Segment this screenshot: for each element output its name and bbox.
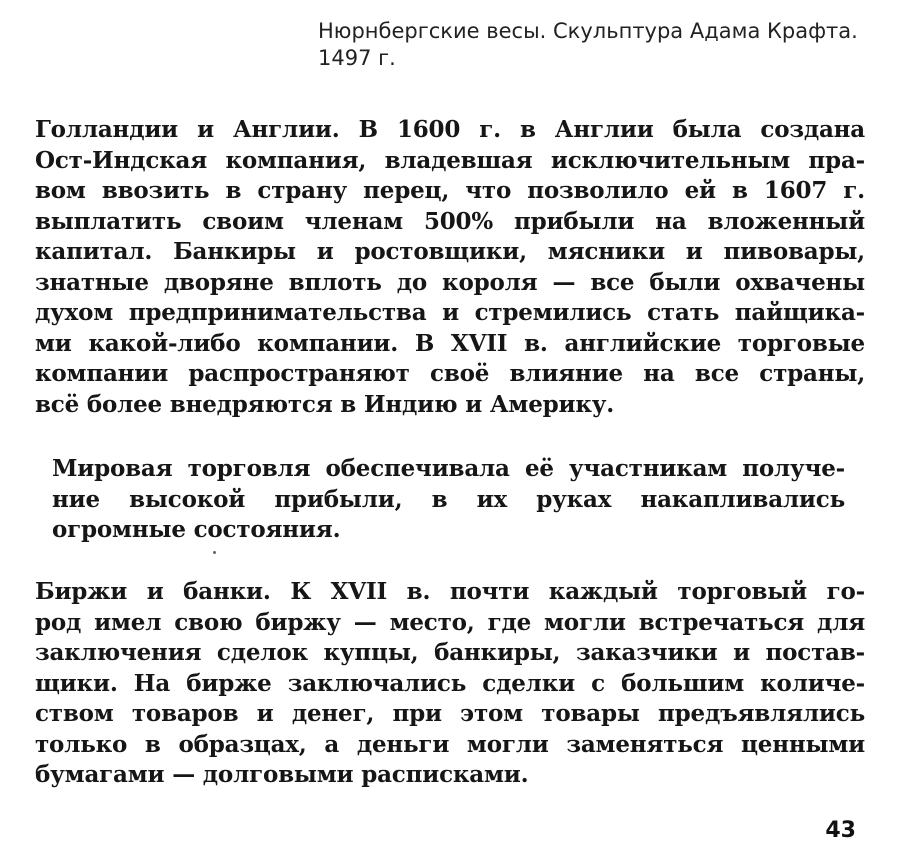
caption-line: Нюрнбергские весы. Скульптура Адама Крафта.	[318, 19, 858, 43]
paragraph-trade-companies	[35, 115, 865, 420]
text-line: род имел свою биржу — место, где могли встречаться для	[35, 608, 865, 636]
text-line: заключения сделок купцы, банкиры, заказчики и постав-	[35, 639, 865, 666]
text-line: духом предпринимательства и стремились стать пайщика-	[35, 299, 865, 326]
text-line: ством товаров и денег, при этом товары предъявлялись	[35, 700, 865, 727]
text-line: капитал. Банкиры и ростовщики, мясники и пивовары,	[35, 238, 865, 265]
text-line: ние высокой прибыли, в их руках накапливались	[52, 485, 845, 513]
text-line: выплатить своим членам 500% прибыли на вложенный	[35, 207, 865, 235]
figure-caption	[318, 18, 878, 72]
text-line: вом ввозить в страну перец, что позволило ей в 1607 г.	[35, 177, 865, 204]
summary-conclusion	[52, 454, 845, 546]
page-number: 43	[825, 818, 856, 843]
text-line	[35, 577, 865, 608]
text-line: только в образцах, а деньги могли заменяться ценными	[35, 730, 865, 758]
caption-line: 1497 г.	[318, 46, 396, 70]
text-line: Мировая торговля обеспечивала её участникам получе-	[52, 455, 845, 482]
text-fragment: К XVII в. почти каждый торговый го-	[270, 578, 865, 605]
text-line: Голландии и Англии. В 1600 г. в Англии была создана	[35, 116, 865, 143]
text-line: Ост-Индская компания, владевшая исключительным пра-	[35, 146, 865, 174]
text-line: всё более внедряются в Индию и Америку.	[35, 390, 615, 418]
paragraph-exchanges-and-banks	[35, 577, 865, 791]
text-line: бумагами — долговыми расписками.	[35, 761, 529, 788]
text-line: компании распространяют своё влияние на все страны,	[35, 360, 865, 387]
scan-speck	[213, 551, 216, 554]
text-line: огромные состояния.	[52, 516, 341, 543]
text-line: ми какой-либо компании. В XVII в. английские торговые	[35, 329, 865, 357]
text-line: знатные дворяне вплоть до короля — все были охвачены	[35, 268, 865, 296]
text-line: щики. На бирже заключались сделки с большим количе-	[35, 669, 865, 697]
section-heading: Биржи и банки.	[35, 578, 271, 605]
